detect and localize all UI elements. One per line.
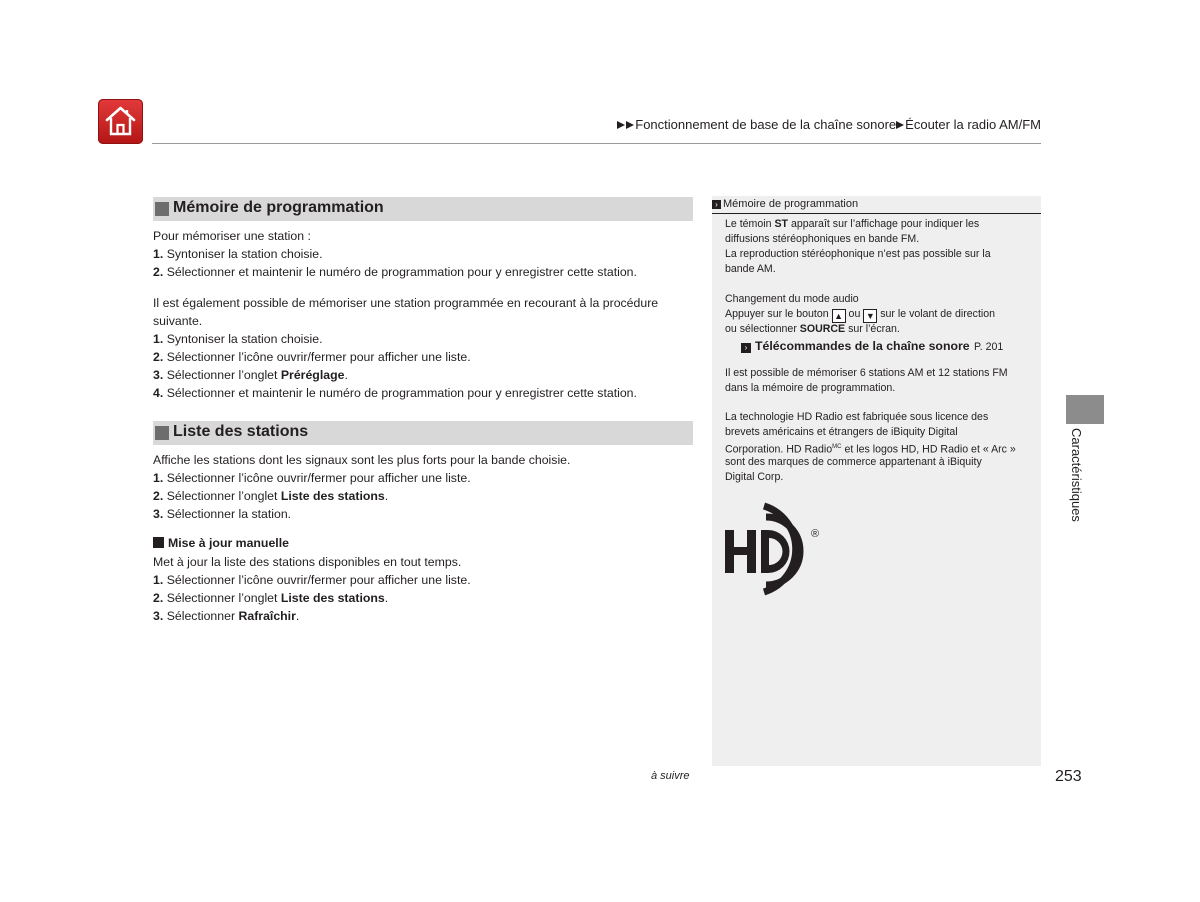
list-item bbox=[153, 348, 693, 366]
paragraph: Pour mémoriser une station : bbox=[153, 229, 311, 243]
paragraph: Met à jour la liste des stations disponibles en tout temps. bbox=[153, 555, 462, 569]
section-body bbox=[153, 227, 693, 281]
section-square-icon bbox=[155, 426, 169, 440]
side-note-text bbox=[725, 410, 1030, 485]
text: La reproduction stéréophonique n’est pas possible sur la bbox=[725, 248, 991, 260]
reference-page[interactable]: P. 201 bbox=[974, 341, 1004, 353]
breadcrumb bbox=[617, 117, 1041, 132]
side-note-text bbox=[725, 292, 1030, 337]
list-item bbox=[153, 487, 693, 505]
step-text: Sélectionner l’onglet bbox=[166, 368, 281, 382]
list-item bbox=[153, 607, 693, 625]
breadcrumb-item[interactable]: Écouter la radio AM/FM bbox=[905, 117, 1041, 132]
chapter-tab-label[interactable] bbox=[1064, 428, 1088, 538]
text: Changement du mode audio bbox=[725, 293, 859, 305]
paragraph: Il est également possible de mémoriser une station programmée en recourant à la procédure bbox=[153, 296, 659, 310]
tab-name: Liste des stations bbox=[280, 489, 385, 503]
tab-name: Liste des stations bbox=[280, 591, 385, 605]
down-arrow-button-icon: ▼ bbox=[863, 309, 877, 323]
list-item bbox=[153, 505, 693, 523]
section-title: Mémoire de programmation bbox=[173, 199, 384, 216]
indicator-name: ST bbox=[774, 218, 789, 230]
svg-text:®: ® bbox=[811, 528, 820, 540]
list-item bbox=[153, 384, 693, 402]
trademark-mark: MC bbox=[832, 444, 842, 450]
step-number: 2. bbox=[153, 489, 164, 503]
breadcrumb-arrow-icon bbox=[617, 121, 625, 129]
tab-name: Préréglage bbox=[280, 368, 345, 382]
section-body bbox=[153, 553, 693, 625]
text: brevets américains et étrangers de iBiquity Digital bbox=[725, 426, 958, 438]
text: Digital Corp. bbox=[725, 471, 784, 483]
step-text: Sélectionner l’onglet bbox=[166, 489, 281, 503]
text: sur le volant de direction bbox=[877, 308, 996, 320]
list-item bbox=[153, 469, 693, 487]
header-divider bbox=[152, 143, 1041, 144]
text: apparaît sur l’affichage pour indiquer les bbox=[788, 218, 980, 230]
paragraph: Affiche les stations dont les signaux sont les plus forts pour la bande choisie. bbox=[153, 453, 571, 467]
step-text: Sélectionner et maintenir le numéro de programmation pour y enregistrer cette station. bbox=[166, 386, 637, 400]
step-number: 2. bbox=[153, 265, 164, 279]
cross-reference-link[interactable] bbox=[741, 337, 1003, 355]
step-number: 1. bbox=[153, 247, 164, 261]
step-text: Syntoniser la station choisie. bbox=[166, 332, 323, 346]
step-number: 2. bbox=[153, 591, 164, 605]
step-text: Sélectionner bbox=[166, 609, 239, 623]
paragraph: suivante. bbox=[153, 314, 203, 328]
step-number: 3. bbox=[153, 609, 164, 623]
step-number: 1. bbox=[153, 573, 164, 587]
subsection-header bbox=[153, 536, 289, 550]
text: sont des marques de commerce appartenant à iBiquity bbox=[725, 456, 982, 468]
text: La technologie HD Radio est fabriquée sous licence des bbox=[725, 411, 989, 423]
reference-text[interactable]: Télécommandes de la chaîne sonore bbox=[755, 339, 970, 353]
hd-radio-logo-icon bbox=[720, 502, 825, 596]
step-text: Sélectionner la station. bbox=[166, 507, 292, 521]
section-body bbox=[153, 294, 693, 402]
home-button[interactable] bbox=[98, 99, 143, 144]
section-header bbox=[153, 421, 693, 445]
side-note-text bbox=[725, 366, 1030, 396]
section-body bbox=[153, 451, 693, 523]
text: sur l’écran. bbox=[845, 323, 900, 335]
text: diffusions stéréophoniques en bande FM. bbox=[725, 233, 920, 245]
breadcrumb-item[interactable]: Fonctionnement de base de la chaîne sonore bbox=[635, 117, 897, 132]
step-text: Sélectionner et maintenir le numéro de programmation pour y enregistrer cette station. bbox=[166, 265, 637, 279]
home-icon bbox=[104, 104, 137, 138]
text: bande AM. bbox=[725, 263, 776, 275]
chapter-tab-text[interactable]: Caractéristiques bbox=[1069, 428, 1084, 522]
list-item bbox=[153, 571, 693, 589]
text: Il est possible de mémoriser 6 stations AM et 12 stations FM bbox=[725, 367, 1008, 379]
list-item bbox=[153, 263, 693, 281]
side-note-title-text: Mémoire de programmation bbox=[723, 198, 859, 210]
up-arrow-button-icon: ▲ bbox=[832, 309, 846, 323]
punct: . bbox=[384, 591, 389, 605]
text: et les logos HD, HD Radio et « Arc » bbox=[841, 443, 1016, 456]
step-text: Sélectionner l’icône ouvrir/fermer pour afficher une liste. bbox=[166, 573, 471, 587]
section-header bbox=[153, 197, 693, 221]
text: ou bbox=[845, 308, 864, 320]
step-number: 4. bbox=[153, 386, 164, 400]
text: ou sélectionner bbox=[725, 323, 800, 335]
reference-arrow-icon: › bbox=[741, 343, 751, 353]
section-title: Liste des stations bbox=[173, 423, 309, 440]
text: dans la mémoire de programmation. bbox=[725, 382, 896, 394]
step-number: 1. bbox=[153, 332, 164, 346]
subsection-title: Mise à jour manuelle bbox=[168, 536, 289, 550]
step-number: 3. bbox=[153, 507, 164, 521]
section-square-icon bbox=[155, 202, 169, 216]
continued-note: à suivre bbox=[651, 770, 690, 782]
list-item bbox=[153, 245, 693, 263]
text: Corporation. HD Radio bbox=[725, 443, 833, 456]
breadcrumb-arrow-icon bbox=[896, 121, 904, 129]
button-name: Rafraîchir bbox=[238, 609, 296, 623]
step-number: 1. bbox=[153, 471, 164, 485]
page-number: 253 bbox=[1055, 768, 1082, 785]
step-text: Sélectionner l’icône ouvrir/fermer pour afficher une liste. bbox=[166, 471, 471, 485]
punct: . bbox=[295, 609, 300, 623]
step-number: 3. bbox=[153, 368, 164, 382]
breadcrumb-arrow-icon bbox=[626, 121, 634, 129]
step-number: 2. bbox=[153, 350, 164, 364]
side-note-text bbox=[725, 217, 1030, 277]
punct: . bbox=[384, 489, 389, 503]
button-name: SOURCE bbox=[799, 323, 846, 335]
note-arrow-icon: › bbox=[712, 200, 721, 209]
step-text: Sélectionner l’onglet bbox=[166, 591, 281, 605]
text: Le témoin bbox=[725, 218, 775, 230]
step-text: Sélectionner l’icône ouvrir/fermer pour afficher une liste. bbox=[166, 350, 471, 364]
list-item bbox=[153, 366, 693, 384]
side-note-title bbox=[712, 196, 1041, 214]
list-item bbox=[153, 330, 693, 348]
chapter-tab-marker[interactable] bbox=[1066, 395, 1104, 424]
subsection-square-icon bbox=[153, 537, 164, 548]
text: Appuyer sur le bouton bbox=[725, 308, 832, 320]
list-item bbox=[153, 589, 693, 607]
step-text: Syntoniser la station choisie. bbox=[166, 247, 323, 261]
punct: . bbox=[344, 368, 348, 382]
